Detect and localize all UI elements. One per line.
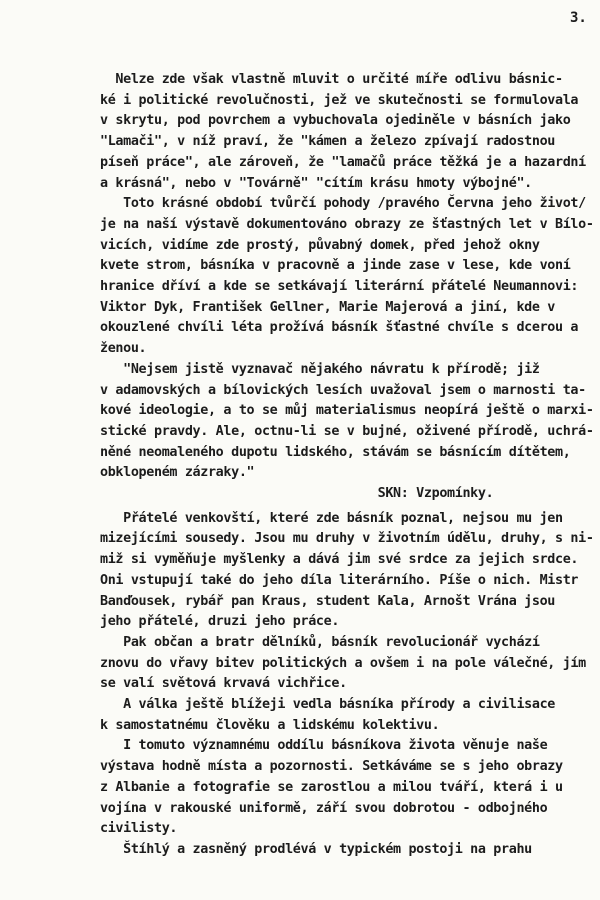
text-line: okouzlené chvíli léta prožívá básník šťastné chvíle s dcerou a [100, 320, 579, 335]
text-line: ženou. [100, 341, 147, 356]
text-line: v skrytu, pod povrchem a vybuchovala ojediněle v básních jako [100, 113, 571, 128]
text-line: píseň práce", ale zároveň, že "lamačů práce těžká je a hazardní [100, 155, 586, 170]
text-line: a krásná", nebo v "Továrně" "cítím krásu hmoty výbojné". [100, 176, 532, 191]
text-line: k samostatnému člověku a lidskému kolektivu. [100, 718, 440, 733]
quote-line: obklopeném zázraky." [100, 465, 255, 480]
text-line: miž si vyměňuje myšlenky a dává jim své srdce za jejich srdce. [100, 552, 579, 567]
text-line: z Albanie a fotografie se zarostlou a milou tváří, která i u [100, 780, 563, 795]
text-line: mizejícími sousedy. Jsou mu druhy v životním údělu, druhy, s ni- [100, 531, 594, 546]
quote-line: stické pravdy. Ale, octnu-li se v bujné, oživené přírodě, uchrá- [100, 424, 594, 439]
text-line: Oni vstupují také do jeho díla literárního. Píše o nich. Mistr [100, 573, 579, 588]
text-line: Pak občan a bratr dělníků, básník revolucionář vychází [100, 635, 540, 650]
text-line: znovu do vřavy bitev politických a ovšem i na pole válečné, jím [100, 656, 586, 671]
page-number: 3. [570, 10, 587, 26]
quote-line: něné neomaleného dupotu lidského, stávám se básnícím dítětem, [100, 445, 571, 460]
text-line: Štíhlý a zasněný prodlévá v typickém postoji na prahu [100, 842, 532, 857]
text-line: vicích, vidíme zde prostý, půvabný domek, před jehož okny [100, 238, 540, 253]
text-line: Banďousek, rybář pan Kraus, student Kala, Arnošt Vrána jsou [100, 594, 555, 609]
text-line: kvete strom, básníka v pracovně a jinde zase v lese, kde voní [100, 258, 571, 273]
quote-source: SKN: Vzpomínky. [100, 486, 494, 501]
text-line: Viktor Dyk, František Gellner, Marie Majerová a jiní, kde v [100, 300, 555, 315]
text-line: jeho přátelé, druzi jeho práce. [100, 614, 340, 629]
text-line: se valí světová krvavá vichřice. [100, 676, 347, 691]
text-line: A válka ještě blížeji vedla básníka přírody a civilisace [100, 697, 555, 712]
text-line: Nelze zde však vlastně mluvit o určité míře odlivu básnic- [100, 72, 563, 87]
text-line: Toto krásné období tvůrčí pohody /pravého Června jeho život/ [100, 196, 586, 211]
text-line: "Lamači", v níž praví, že "kámen a železo zpívají radostnou [100, 134, 555, 149]
text-line: I tomuto významnému oddílu básníkova života věnuje naše [100, 738, 548, 753]
text-line: je na naší výstavě dokumentováno obrazy ze šťastných let v Bílo- [100, 217, 594, 232]
quote-line: v adamovských a bílovických lesích uvažoval jsem o marnosti ta- [100, 383, 586, 398]
quote-line: kové ideologie, a to se můj materialismus neopírá ještě o marxi- [100, 403, 594, 418]
quote-line: "Nejsem jistě vyznavač nějakého návratu k přírodě; již [100, 362, 540, 377]
text-line: hranice dříví a kde se setkávají literární přátelé Neumannovi: [100, 279, 579, 294]
text-line: ké i politické revolučnosti, jež ve skutečnosti se formulovala [100, 93, 579, 108]
text-line: výstava hodně místa a pozornosti. Setkáváme se s jeho obrazy [100, 759, 563, 774]
text-line: Přátelé venkovští, které zde básník poznal, nejsou mu jen [100, 511, 563, 526]
text-line: civilisty. [100, 821, 178, 836]
text-line: vojína v rakouské uniformě, září svou dobrotou - odbojného [100, 801, 548, 816]
